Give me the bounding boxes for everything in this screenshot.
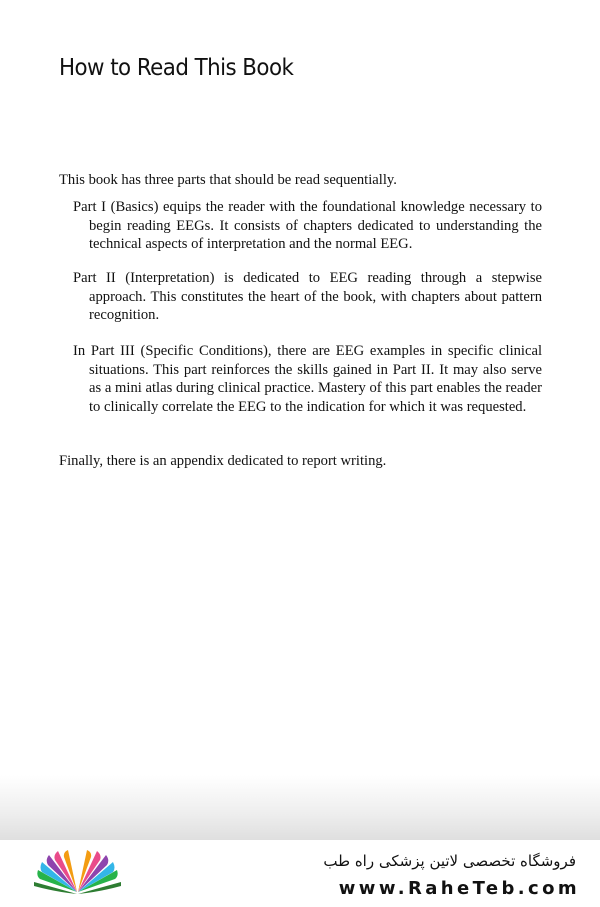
intro-paragraph: This book has three parts that should be read sequentially. [59,172,397,188]
part-2-paragraph: Part II (Interpretation) is dedicated to EEG reading through a stepwise approach. This constitutes the heart of the book, with chapters about pattern recognition. [73,270,542,324]
watermark-footer [0,840,600,907]
open-book-rainbow-icon [30,848,125,898]
page-title: How to Read This Book [59,55,294,81]
closing-paragraph: Finally, there is an appendix dedicated to report writing. [59,453,387,469]
part-3-paragraph: In Part III (Specific Conditions), there are EEG examples in specific clinical situations. This part reinforces the skills gained in Part II. It may also serve as a mini atlas during clinical practice. Mastery of this part enables the reader to clinically correlate the EEG to the indication for which it was requested. [73,343,542,415]
part-1-paragraph: Part I (Basics) equips the reader with the foundational knowledge necessary to begin reading EEGs. It consists of chapters dedicated to understanding the technical aspects of interpretation and the normal EEG. [73,199,542,253]
page-shadow [0,775,600,845]
store-url-link[interactable]: www.RaheTeb.com [338,878,580,899]
store-name: فروشگاه تخصصی لاتین پزشکی راه طب [323,852,576,870]
